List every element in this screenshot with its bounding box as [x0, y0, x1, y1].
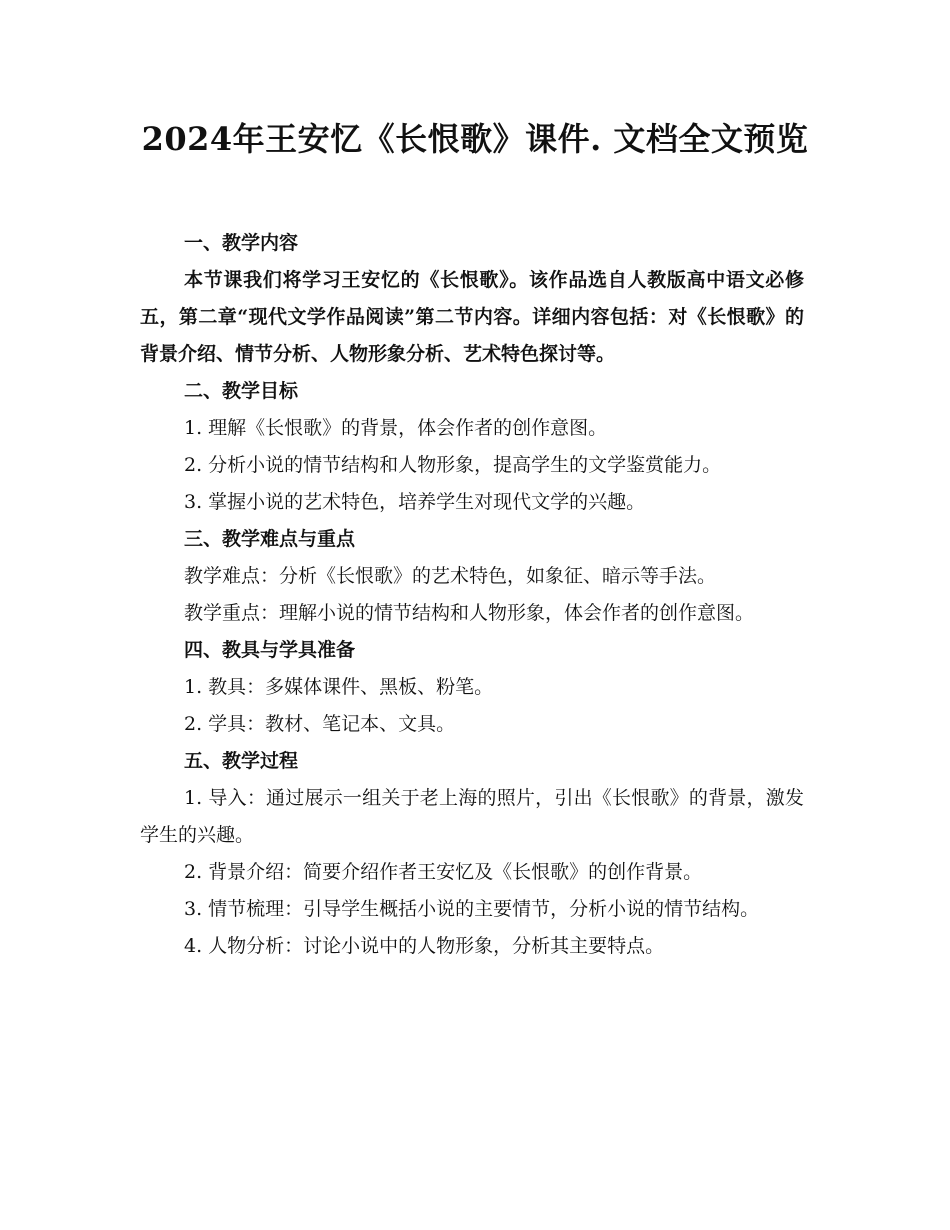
list-item-goal-1: 1. 理解《长恨歌》的背景，体会作者的创作意图。 — [184, 417, 608, 439]
list-item-student-materials: 2. 学具：教材、笔记本、文具。 — [184, 713, 456, 735]
paragraph-teaching-content: 本节课我们将学习王安忆的《长恨歌》。该作品选自人教版高中语文必修五，第二章“现代文学作品阅读”第二节内容。详细内容包括：对《长恨歌》的背景介绍、情节分析、人物形象分析、艺术特色探讨等。 — [140, 269, 804, 365]
paragraph-key-point: 教学重点：理解小说的情节结构和人物形象，体会作者的创作意图。 — [184, 602, 755, 624]
paragraph-difficulty: 教学难点：分析《长恨歌》的艺术特色，如象征、暗示等手法。 — [184, 565, 717, 587]
document-body — [140, 225, 804, 965]
section-heading-materials: 四、教具与学具准备 — [184, 639, 356, 661]
section-heading-teaching-content: 一、教学内容 — [184, 232, 299, 254]
list-item-process-3: 3. 情节梳理：引导学生概括小说的主要情节，分析小说的情节结构。 — [184, 898, 760, 920]
section-heading-process: 五、教学过程 — [184, 750, 299, 772]
list-item-goal-2: 2. 分析小说的情节结构和人物形象，提高学生的文学鉴赏能力。 — [184, 454, 722, 476]
section-heading-difficulties: 三、教学难点与重点 — [184, 528, 356, 550]
list-item-goal-3: 3. 掌握小说的艺术特色，培养学生对现代文学的兴趣。 — [184, 491, 646, 513]
section-heading-teaching-goals: 二、教学目标 — [184, 380, 299, 402]
list-item-process-4: 4. 人物分析：讨论小说中的人物形象，分析其主要特点。 — [184, 935, 665, 957]
list-item-process-2: 2. 背景介绍：简要介绍作者王安忆及《长恨歌》的创作背景。 — [184, 861, 703, 883]
list-item-teacher-materials: 1. 教具：多媒体课件、黑板、粉笔。 — [184, 676, 494, 698]
document-title: 2024年王安忆《长恨歌》课件. 文档全文预览 — [141, 120, 809, 158]
list-item-process-1: 1. 导入：通过展示一组关于老上海的照片，引出《长恨歌》的背景，激发学生的兴趣。 — [140, 787, 804, 846]
